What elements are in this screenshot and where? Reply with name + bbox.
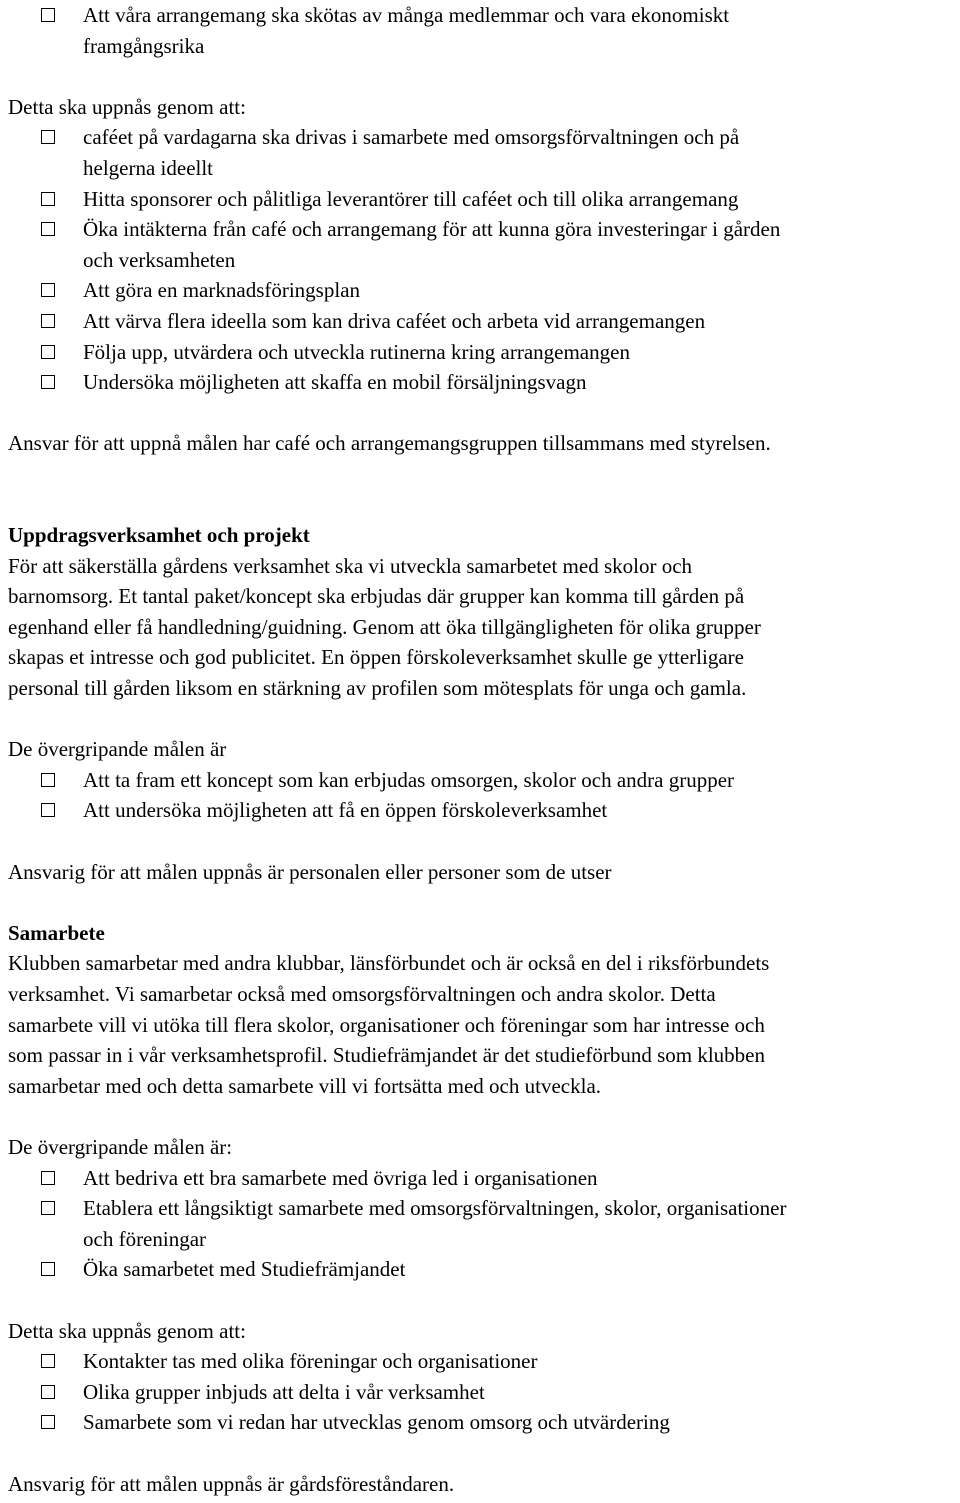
responsibility-text: Ansvar för att uppnå målen har café och arrangemangsgruppen tillsammans med styrelsen.: [8, 431, 771, 456]
item-line: Att bedriva ett bra samarbete med övriga led i organisationen: [83, 1165, 598, 1190]
item-line: Att våra arrangemang ska skötas av många medlemmar och vara ekonomiskt: [83, 3, 730, 27]
item-line: framgångsrika: [83, 33, 205, 58]
item-line: Att undersöka möjligheten att få en öppen förskoleverksamhet: [83, 798, 608, 823]
section-heading: Samarbete: [8, 920, 105, 945]
document-page: [8, 0, 956, 1499]
paragraph-line: egenhand eller få handledning/guidning. Genom att öka tillgängligheten för olika grupper: [8, 614, 761, 639]
checkbox-icon: [41, 314, 55, 328]
checkbox-icon: [41, 283, 55, 297]
intro-text: De övergripande målen är:: [8, 1134, 233, 1159]
checkbox-icon: [41, 130, 55, 144]
goal-item: [8, 0, 956, 61]
checkbox-icon: [41, 1262, 55, 1276]
goal-item: [8, 795, 956, 826]
paragraph-line: verksamhet. Vi samarbetar också med omsorgsförvaltningen och andra skolor. Detta: [8, 982, 716, 1006]
goal-item: [8, 765, 956, 796]
checkbox-icon: [41, 773, 55, 787]
responsibility-text: Ansvarig för att målen uppnås är personalen eller personer som de utser: [8, 859, 612, 884]
checkbox-icon: [41, 1171, 55, 1185]
item-line: Följa upp, utvärdera och utveckla rutinerna kring arrangemangen: [83, 339, 630, 364]
paragraph-line: som passar in i vår verksamhetsprofil. Studiefrämjandet är det studieförbund som klubben: [8, 1043, 765, 1068]
means-item: [8, 184, 956, 215]
means-item: [8, 275, 956, 306]
intro-text: Detta ska uppnås genom att:: [8, 1318, 246, 1343]
paragraph-line: barnomsorg. Et tantal paket/koncept ska erbjudas där grupper kan komma till gården på: [8, 584, 745, 609]
paragraph-line: skapas et intresse och god publicitet. En öppen förskoleverksamhet skulle ge ytterligare: [8, 645, 744, 670]
checkbox-icon: [41, 222, 55, 236]
item-line: Kontakter tas med olika föreningar och organisationer: [83, 1349, 538, 1374]
checkbox-icon: [41, 803, 55, 817]
item-line: och verksamheten: [83, 247, 236, 272]
means-item: [8, 1346, 956, 1377]
item-line: Att göra en marknadsföringsplan: [83, 278, 361, 303]
paragraph-line: samarbetar med och detta samarbete vill vi fortsätta med och utveckla.: [8, 1073, 602, 1098]
checkbox-icon: [41, 1201, 55, 1215]
goal-item: [8, 1193, 956, 1254]
item-line: caféet på vardagarna ska drivas i samarbete med omsorgsförvaltningen och på: [83, 125, 740, 150]
goal-item: [8, 1163, 956, 1194]
item-line: Öka samarbetet med Studiefrämjandet: [83, 1257, 406, 1282]
item-line: Etablera ett långsiktigt samarbete med omsorgsförvaltningen, skolor, organisationer: [83, 1196, 787, 1221]
checkbox-icon: [41, 8, 55, 22]
checkbox-icon: [41, 1385, 55, 1399]
responsibility-text: Ansvarig för att målen uppnås är gårdsföreståndaren.: [8, 1471, 455, 1496]
paragraph-line: personal till gården liksom en stärkning av profilen som mötesplats för unga och gamla.: [8, 676, 747, 701]
means-item: [8, 1407, 956, 1438]
checkbox-icon: [41, 345, 55, 359]
goal-item: [8, 1254, 956, 1285]
item-line: Undersöka möjligheten att skaffa en mobil försäljningsvagn: [83, 370, 587, 395]
item-line: helgerna ideellt: [83, 155, 214, 180]
checkbox-icon: [41, 1354, 55, 1368]
item-line: Att värva flera ideella som kan driva caféet och arbeta vid arrangemangen: [83, 308, 706, 333]
section-heading: Uppdragsverksamhet och projekt: [8, 523, 310, 548]
checkbox-icon: [41, 192, 55, 206]
means-item: [8, 337, 956, 368]
item-line: Hitta sponsorer och pålitliga leverantörer till caféet och till olika arrangemang: [83, 186, 739, 211]
item-line: och föreningar: [83, 1226, 207, 1251]
item-line: Att ta fram ett koncept som kan erbjudas omsorgen, skolor och andra grupper: [83, 767, 735, 792]
intro-text: Detta ska uppnås genom att:: [8, 94, 246, 119]
paragraph-line: Klubben samarbetar med andra klubbar, länsförbundet och är också en del i riksförbundets: [8, 951, 770, 976]
means-item: [8, 1377, 956, 1408]
checkbox-icon: [41, 1415, 55, 1429]
intro-text: De övergripande målen är: [8, 737, 227, 762]
item-line: Olika grupper inbjuds att delta i vår verksamhet: [83, 1379, 485, 1404]
paragraph-line: För att säkerställa gårdens verksamhet ska vi utveckla samarbetet med skolor och: [8, 553, 693, 578]
means-item: [8, 306, 956, 337]
means-item: [8, 367, 956, 398]
means-item: [8, 122, 956, 183]
paragraph-line: samarbete vill vi utöka till flera skolor, organisationer och föreningar som har intresse och: [8, 1012, 765, 1037]
means-item: [8, 214, 956, 275]
item-line: Samarbete som vi redan har utvecklas genom omsorg och utvärdering: [83, 1410, 670, 1435]
checkbox-icon: [41, 375, 55, 389]
item-line: Öka intäkterna från café och arrangemang för att kunna göra investeringar i gården: [83, 217, 781, 242]
